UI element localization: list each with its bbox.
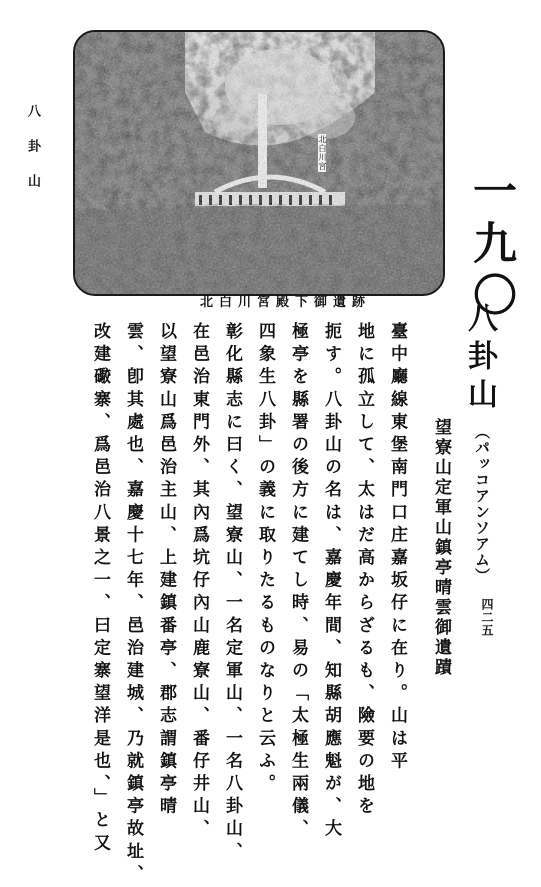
body-column: 扼す。八卦山の名は、嘉慶年間、知縣胡應魁が、大 (321, 322, 341, 842)
photograph (73, 30, 445, 296)
body-column: 雲、卽其處也、嘉慶十七年、邑治建城、乃就鎮亭故址、 (123, 322, 143, 887)
body-column: 以望寮山爲邑治主山、上建鎮番亭、郡志謂鎮亭晴 (156, 322, 176, 820)
page-number: 四二五 (480, 598, 494, 637)
body-column: 彰化縣志に曰く、望寮山、一名定軍山、一名八卦山、 (222, 322, 242, 865)
body-column: 在邑治東門外、其內爲坑仔內山鹿寮山、番仔井山、 (189, 322, 209, 842)
entry-subtitle: 望寮山定軍山鎮亭晴雲御遺蹟 (431, 418, 451, 678)
body-column: 極亭を縣署の後方に建てし時、易の「太極生兩儀、 (288, 322, 308, 842)
section-number: 一九〇 (465, 168, 516, 324)
body-column: 臺中廳線東堡南門口庄嘉坂仔に在り。山は平 (387, 322, 407, 774)
body-column: 改建礮寨、爲邑治八景之一、曰定寨望洋是也、」と又 (90, 322, 110, 856)
entry-reading: （パッコアンソアム） (473, 424, 491, 584)
entry-title: 八卦山 (462, 302, 497, 416)
body-column: 地に孤立して、太はだ高からざるも、險要の地を (354, 322, 374, 820)
photo-image (75, 32, 443, 294)
photo-caption: 北白川宮殿下御遺跡 (200, 295, 372, 310)
photo-inscription: 北白川宮 (318, 135, 327, 171)
running-head: 八卦山 (25, 104, 40, 209)
body-column: 四象生八卦」の義に取りたるものなりと云ふ。 (255, 322, 275, 797)
